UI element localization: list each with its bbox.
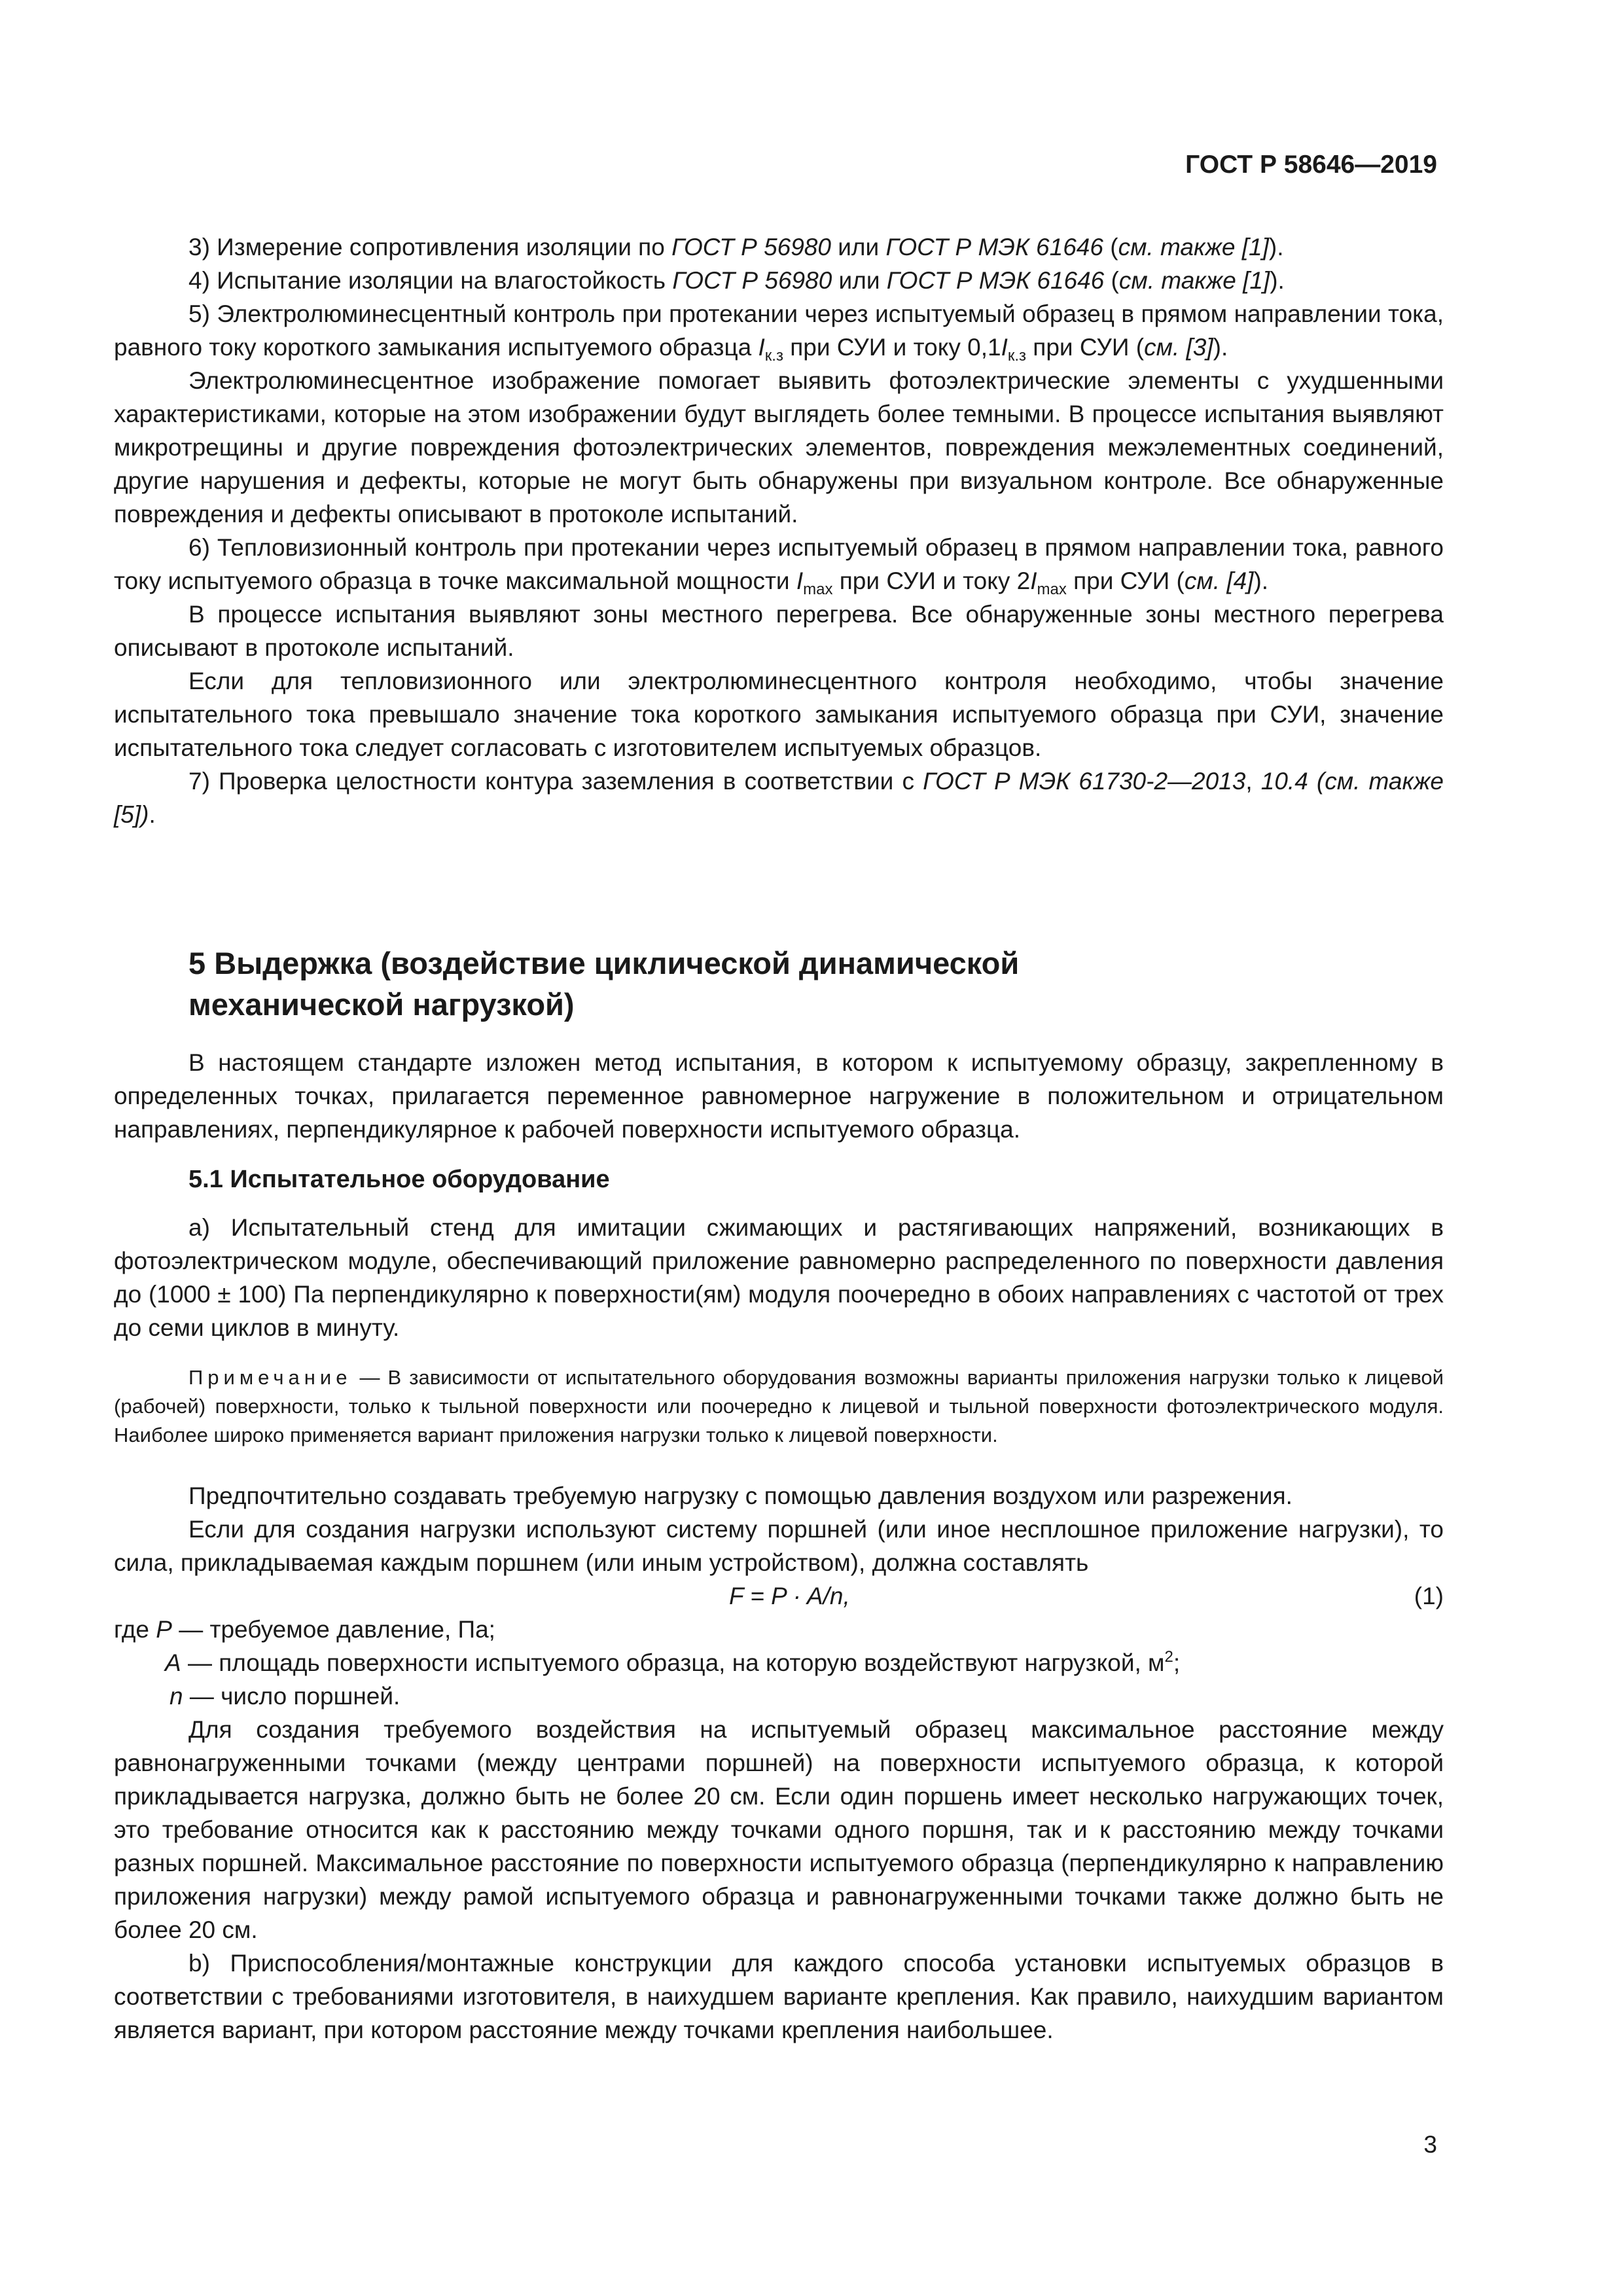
formula-definitions [114, 1613, 1444, 1713]
section-5-heading [114, 942, 1444, 1025]
ref-link: ГОСТ Р МЭК 61646 [885, 234, 1103, 260]
note: Примечание — В зависимости от испытательного оборудования возможны варианты приложения нагрузки только к лицевой (рабочей) поверхности, только к тыльной поверхности или поочередно к лицевой и тыльной поверхности фотоэлектрического модуля. Наиболее широко применяется вариант приложения нагрузки только к лицевой поверхности. [114, 1366, 1444, 1446]
section-5-title: 5 Выдержка (воздействие циклической динамической механической нагрузкой) [188, 946, 1020, 1022]
definition-a: A — площадь поверхности испытуемого образца, на которую воздействуют нагрузкой, $м^2$; [165, 1648, 1181, 1676]
formula: F = P · A/n, [729, 1583, 850, 1609]
ref-link: ГОСТ Р 56980 [671, 234, 831, 260]
ref-link: ГОСТ Р МЭК 61730-2—2013 [923, 768, 1246, 795]
item-6: 6) Тепловизионный контроль при протекании через испытуемый образец в прямом направлении тока, равного току испытуемого образца в точке максимальной мощности $I_{max}$ при СУИ и току $2I_{max}$ при СУИ (см. [4]). [114, 534, 1444, 598]
formula-number: (1) [1414, 1583, 1444, 1609]
item-b: b) Приспособления/монтажные конструкции для каждого способа установки испытуемых образцов в соответствии с требованиями изготовителя, в наихудшем варианте крепления. Как правило, наихудшим вариантом является вариант, при котором расстояние между точками крепления наибольшее. [114, 1950, 1444, 2043]
item-4: 4) Испытание изоляции на влагостойкость ГОСТ Р 56980 или ГОСТ Р МЭК 61646 (см. также [1]). [188, 267, 1285, 294]
note-block [114, 1363, 1444, 1450]
document-code-header: ГОСТ Р 58646—2019 [1185, 151, 1437, 179]
item-a: a) Испытательный стенд для имитации сжимающих и растягивающих напряжений, возникающих в фотоэлектрическом модуле, обеспечивающий приложение равномерно распределенного по поверхности давления до (1000 ± 100) Па перпендикулярно к поверхности(ям) модуля поочередно в обоих направлениях с частотой от трех до семи циклов в минуту. [114, 1214, 1444, 1341]
subsection-5-1-title: 5.1 Испытательное оборудование [188, 1166, 610, 1193]
piston-paragraph: Если для создания нагрузки используют систему поршней (или иное несплошное приложение нагрузки), то сила, прикладываемая каждым поршнем (или иным устройством), должна составлять [114, 1516, 1444, 1576]
subsection-5-1-body [114, 1211, 1444, 1344]
definition-p: где P — требуемое давление, Па; [114, 1616, 495, 1643]
formula-row [114, 1579, 1444, 1613]
item-5: 5) Электролюминесцентный контроль при протекании через испытуемый образец в прямом направлении тока, равного току короткого замыкания испытуемого образца $I_{к.з}$ при СУИ и току $0,1I_{к.з}$ при СУИ (см. [3]). [114, 300, 1444, 365]
definition-n: n — число поршней. [169, 1683, 401, 1710]
load-body [114, 1479, 1444, 2047]
distance-paragraph: Для создания требуемого воздействия на испытуемый образец максимальное расстояние между равнонагруженными точками (между центрами поршней) на поверхности испытуемого образца, к которой прикладывается нагрузка, должно быть не более 20 см. Если один поршень имеет несколько нагружающих точек, это требование относится как к расстоянию между точками одного поршня, так и к расстоянию между точками разных поршней. Максимальное расстояние по поверхности испытуемого образца (перпендикулярно к направлению приложения нагрузки) между рамой испытуемого образца и равнонагруженными точками также должно быть не более 20 см. [114, 1716, 1444, 1943]
ref-link: ГОСТ Р 56980 [672, 267, 832, 294]
item-3: 3) Измерение сопротивления изоляции по ГОСТ Р 56980 или ГОСТ Р МЭК 61646 (см. также [1]). [188, 234, 1284, 260]
page-number: 3 [1423, 2131, 1437, 2158]
items-block [114, 230, 1444, 831]
subsection-5-1 [114, 1163, 1444, 1196]
section-5-body [114, 1046, 1444, 1146]
preferred-paragraph: Предпочтительно создавать требуемую нагрузку с помощью давления воздухом или разрежения. [188, 1482, 1293, 1509]
item-7: 7) Проверка целостности контура заземления в соответствии с ГОСТ Р МЭК 61730-2—2013, 10.4 (см. также [5]). [114, 768, 1444, 828]
el-paragraph: Электролюминесцентное изображение помогает выявить фотоэлектрические элементы с ухудшенными характеристиками, которые на этом изображении будут выглядеть более темными. В процессе испытания выявляют микротрещины и другие повреждения фотоэлектрических элементов, повреждения межэлементных соединений, другие нарушения и дефекты, которые не могут быть обнаружены при визуальном контроле. Все обнаруженные повреждения и дефекты описывают в протоколе испытаний. [114, 367, 1444, 528]
ref-link: ГОСТ Р МЭК 61646 [886, 267, 1105, 294]
section-5-intro: В настоящем стандарте изложен метод испытания, в котором к испытуемому образцу, закрепленному в определенных точках, прилагается переменное равномерное нагружение в положительном и отрицательном направлениях, перпендикулярное к рабочей поверхности испытуемого образца. [114, 1049, 1444, 1143]
heat-paragraph: В процессе испытания выявляют зоны местного перегрева. Все обнаруженные зоны местного перегрева описывают в протоколе испытаний. [114, 601, 1444, 661]
current-paragraph: Если для тепловизионного или электролюминесцентного контроля необходимо, чтобы значение испытательного тока превышало значение тока короткого замыкания испытуемого образца при СУИ, значение испытательного тока следует согласовать с изготовителем испытуемых образцов. [114, 668, 1444, 761]
note-label: Примечание [188, 1366, 352, 1389]
